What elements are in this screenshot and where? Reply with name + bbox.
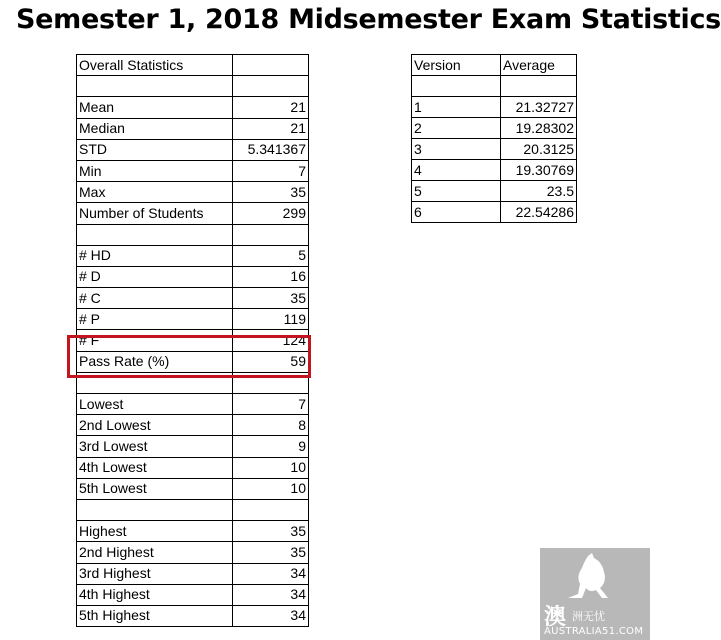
blank-cell (233, 224, 309, 245)
stats-row (77, 266, 309, 287)
blank-cell (501, 76, 577, 97)
stats-header-value (233, 55, 309, 76)
stats-row (77, 182, 309, 203)
blank-cell (77, 499, 233, 520)
stats-row (77, 521, 309, 542)
version-row (412, 181, 577, 202)
stat-value: 35 (233, 542, 309, 563)
version-header: Version (412, 55, 501, 76)
version-number: 2 (412, 118, 501, 139)
stat-label: Min (77, 160, 233, 181)
stats-row (77, 457, 309, 478)
stat-value: 35 (233, 288, 309, 309)
version-average: 20.3125 (501, 139, 577, 160)
stats-row (77, 203, 309, 224)
pass-rate-highlight-box (67, 335, 311, 378)
stats-row (77, 139, 309, 160)
stats-row (77, 584, 309, 605)
stat-label: STD (77, 139, 233, 160)
stat-value: 119 (233, 309, 309, 330)
version-number: 1 (412, 97, 501, 118)
version-row (412, 202, 577, 223)
stats-row (77, 478, 309, 499)
stats-blank-row (77, 499, 309, 520)
stat-value: 299 (233, 203, 309, 224)
stat-value: 10 (233, 478, 309, 499)
stat-label: 2nd Lowest (77, 415, 233, 436)
version-average: 19.28302 (501, 118, 577, 139)
stat-value: 35 (233, 521, 309, 542)
stat-label: Lowest (77, 394, 233, 415)
version-average: 19.30769 (501, 160, 577, 181)
version-number: 5 (412, 181, 501, 202)
stat-label: 3rd Lowest (77, 436, 233, 457)
version-average: 21.32727 (501, 97, 577, 118)
versions-blank-row (412, 76, 577, 97)
stats-blank-row (77, 76, 309, 97)
stat-label: Mean (77, 97, 233, 118)
stat-value: 8 (233, 415, 309, 436)
stat-label: # P (77, 309, 233, 330)
stats-row (77, 288, 309, 309)
version-average: 23.5 (501, 181, 577, 202)
watermark (540, 548, 650, 640)
stat-label: Max (77, 182, 233, 203)
stat-value: 35 (233, 182, 309, 203)
stat-label: # C (77, 288, 233, 309)
average-header: Average (501, 55, 577, 76)
stat-label: # F (77, 330, 233, 351)
stat-label: Highest (77, 521, 233, 542)
stat-label: 4th Lowest (77, 457, 233, 478)
kangaroo-icon (560, 552, 620, 600)
version-number: 6 (412, 202, 501, 223)
stats-row (77, 118, 309, 139)
stat-value: 21 (233, 118, 309, 139)
blank-cell (412, 76, 501, 97)
versions-header-row (412, 55, 577, 76)
stats-header-label: Overall Statistics (77, 55, 233, 76)
stat-label: Median (77, 118, 233, 139)
stats-row (77, 245, 309, 266)
stat-value: 7 (233, 160, 309, 181)
stats-row (77, 309, 309, 330)
blank-cell (77, 224, 233, 245)
watermark-chinese: 澳 (544, 605, 567, 630)
stat-value: 5.341367 (233, 139, 309, 160)
stat-label: Number of Students (77, 203, 233, 224)
stat-label: # HD (77, 245, 233, 266)
stat-value: 34 (233, 584, 309, 605)
stat-value: 16 (233, 266, 309, 287)
stat-label: 3rd Highest (77, 563, 233, 584)
stats-row (77, 436, 309, 457)
version-row (412, 118, 577, 139)
stat-value: 7 (233, 394, 309, 415)
stats-row (77, 542, 309, 563)
version-number: 4 (412, 160, 501, 181)
page-title: Semester 1, 2018 Midsemester Exam Statistics (16, 4, 721, 35)
version-row (412, 160, 577, 181)
stats-row (77, 563, 309, 584)
stat-label: # D (77, 266, 233, 287)
stat-value: 21 (233, 97, 309, 118)
stat-value: 10 (233, 457, 309, 478)
stat-label: 5th Lowest (77, 478, 233, 499)
stats-row (77, 605, 309, 626)
version-average-table (411, 54, 577, 223)
stat-value: 59 (233, 351, 309, 372)
stats-row (77, 160, 309, 181)
blank-cell (77, 76, 233, 97)
stats-row (77, 97, 309, 118)
watermark-chinese-sub: 洲无忧 (572, 610, 605, 623)
stat-value: 124 (233, 330, 309, 351)
version-number: 3 (412, 139, 501, 160)
blank-cell (233, 499, 309, 520)
stats-row (77, 394, 309, 415)
stats-header-row (77, 55, 309, 76)
watermark-english: AUSTRALIA51.COM (544, 626, 644, 637)
stats-row (77, 415, 309, 436)
stat-label: 5th Highest (77, 605, 233, 626)
stat-label: 2nd Highest (77, 542, 233, 563)
version-row (412, 97, 577, 118)
version-row (412, 139, 577, 160)
blank-cell (233, 76, 309, 97)
stats-blank-row (77, 224, 309, 245)
stat-label: 4th Highest (77, 584, 233, 605)
stat-value: 34 (233, 605, 309, 626)
stat-value: 9 (233, 436, 309, 457)
version-average: 22.54286 (501, 202, 577, 223)
stat-value: 34 (233, 563, 309, 584)
stat-value: 5 (233, 245, 309, 266)
stat-label: Pass Rate (%) (77, 351, 233, 372)
